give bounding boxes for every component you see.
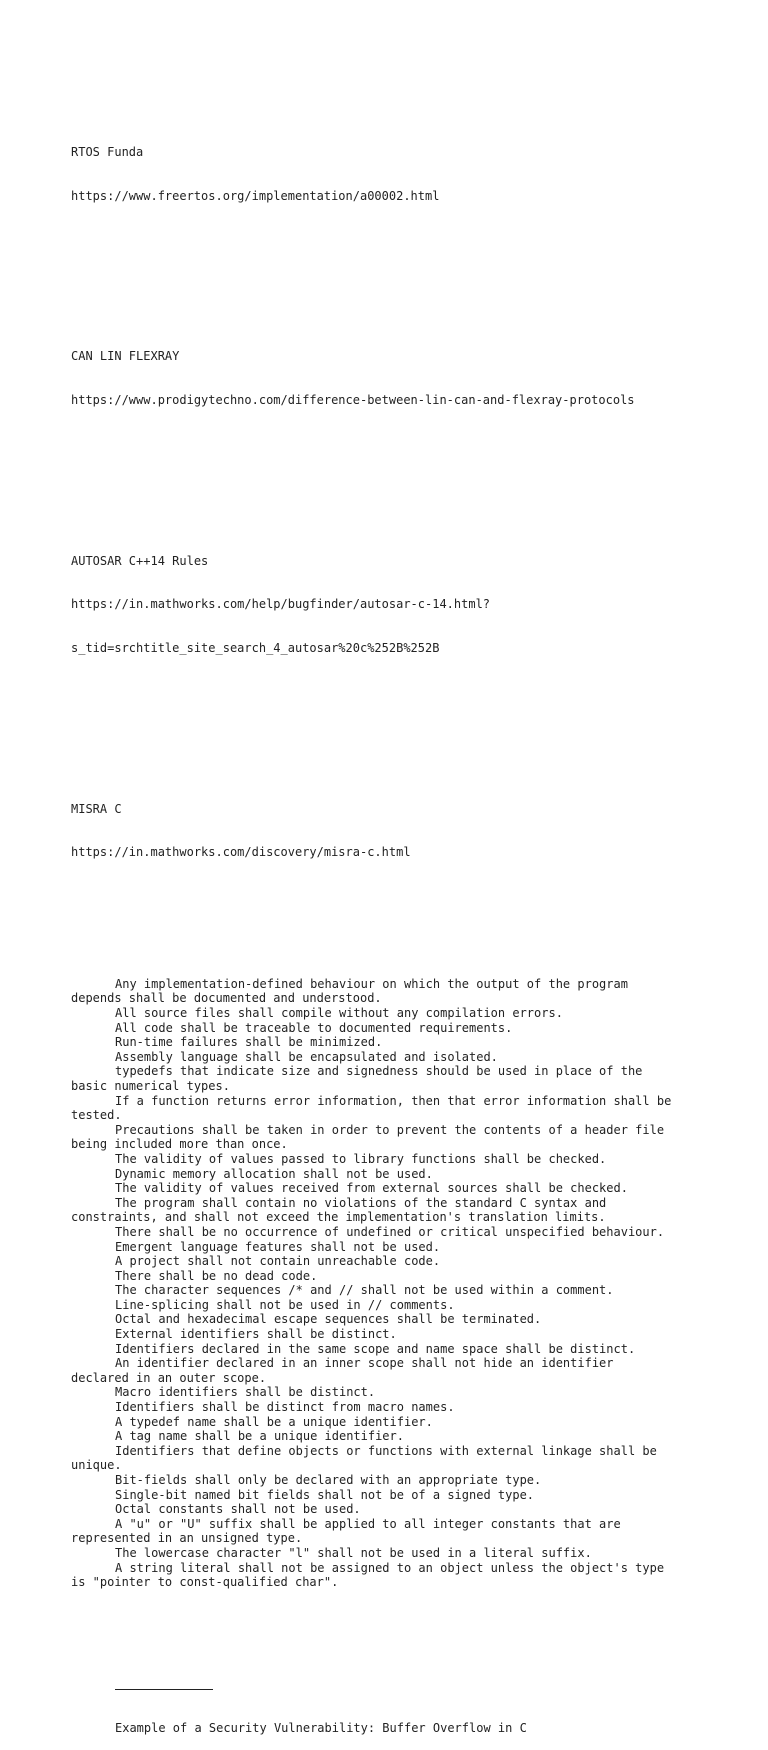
rule-text: The character sequences /* and // shall not be used within a comment. <box>115 1283 614 1298</box>
section-url[interactable]: https://www.prodigytechno.com/difference-between-lin-can-and-flexray-protocols <box>71 393 635 408</box>
rule-text: The validity of values passed to library functions shall be checked. <box>115 1151 607 1166</box>
rule-text: An identifier declared in an inner scope shall not hide an identifier <box>115 1356 614 1371</box>
rule-item <box>71 1429 711 1444</box>
blank-line <box>71 262 711 277</box>
rule-first-line <box>71 1546 711 1561</box>
rule-continuation: depends shall be documented and understood. <box>71 991 382 1006</box>
rule-first-line <box>71 1327 711 1342</box>
rule-first-line <box>71 1050 711 1065</box>
rule-item <box>71 1050 711 1065</box>
section-url[interactable]: https://in.mathworks.com/help/bugfinder/autosar-c-14.html? <box>71 597 491 612</box>
rule-text: The lowercase character "l" shall not be used in a literal suffix. <box>115 1545 592 1560</box>
rule-text: Run-time failures shall be minimized. <box>115 1035 383 1050</box>
rule-first-line <box>71 1152 711 1167</box>
rule-text: The program shall contain no violations of the standard C syntax and <box>115 1195 607 1210</box>
rule-item <box>71 1167 711 1182</box>
rule-text: A "u" or "U" suffix shall be applied to all integer constants that are <box>115 1516 621 1531</box>
blank-line <box>71 714 711 729</box>
link-section-misra-c <box>71 773 711 890</box>
rule-text: Single-bit named bit fields shall not be of a signed type. <box>115 1487 535 1502</box>
rule-item <box>71 1415 711 1430</box>
rule-text: A tag name shall be a unique identifier. <box>115 1429 404 1444</box>
rule-item <box>71 1517 711 1546</box>
rule-first-line <box>71 1167 711 1182</box>
rule-continuation: basic numerical types. <box>71 1078 230 1093</box>
rule-continuation: constraints, and shall not exceed the implementation's translation limits. <box>71 1210 606 1225</box>
rule-item <box>71 1254 711 1269</box>
rule-text: A typedef name shall be a unique identifier. <box>115 1414 433 1429</box>
footnote-text: Example of a Security Vulnerability: Buffer Overflow in C <box>115 1720 527 1735</box>
rule-item <box>71 1006 711 1021</box>
rule-item <box>71 1327 711 1342</box>
rule-first-line <box>71 1473 711 1488</box>
rule-item <box>71 1473 711 1488</box>
rule-first-line <box>71 1400 711 1415</box>
footnote-separator <box>115 1689 213 1690</box>
rule-item <box>71 1356 711 1385</box>
rule-text: The validity of values received from external sources shall be checked. <box>115 1181 628 1196</box>
rule-first-line <box>71 1385 711 1400</box>
rule-first-line <box>71 1225 711 1240</box>
section-title: MISRA C <box>71 801 122 816</box>
rule-text: All code shall be traceable to documented requirements. <box>115 1020 513 1035</box>
rule-item <box>71 1035 711 1050</box>
rule-item <box>71 1298 711 1313</box>
rule-item <box>71 1196 711 1225</box>
rule-first-line <box>71 1502 711 1517</box>
link-section-rtos <box>71 116 711 233</box>
rule-first-line <box>71 977 711 992</box>
rule-first-line <box>71 1196 711 1211</box>
rule-first-line <box>71 1123 711 1138</box>
blank-line <box>71 918 711 933</box>
rule-text: Identifiers declared in the same scope and name space shall be distinct. <box>115 1341 636 1356</box>
rule-item <box>71 1240 711 1255</box>
rule-text: typedefs that indicate size and signedness should be used in place of the <box>115 1064 643 1079</box>
rule-first-line <box>71 1298 711 1313</box>
rule-item <box>71 1561 711 1590</box>
section-title: CAN LIN FLEXRAY <box>71 349 180 364</box>
rule-text: A project shall not contain unreachable code. <box>115 1254 441 1269</box>
rule-first-line <box>71 1517 711 1532</box>
rule-first-line <box>71 1181 711 1196</box>
section-url[interactable]: https://www.freertos.org/implementation/a00002.html <box>71 188 440 203</box>
rule-item <box>71 1385 711 1400</box>
rule-item <box>71 1400 711 1415</box>
rule-first-line <box>71 1240 711 1255</box>
rule-text: External identifiers shall be distinct. <box>115 1327 397 1342</box>
rule-text: Identifiers shall be distinct from macro names. <box>115 1400 455 1415</box>
rule-first-line <box>71 1094 711 1109</box>
rule-text: Macro identifiers shall be distinct. <box>115 1385 376 1400</box>
rule-first-line <box>71 1444 711 1459</box>
footnote <box>71 1721 711 1736</box>
rule-text: A string literal shall not be assigned to an object unless the object's type <box>115 1560 665 1575</box>
rule-first-line <box>71 1561 711 1576</box>
rule-item <box>71 1123 711 1152</box>
rule-first-line <box>71 1312 711 1327</box>
rule-continuation: declared in an outer scope. <box>71 1370 267 1385</box>
rule-text: All source files shall compile without any compilation errors. <box>115 1006 563 1020</box>
rule-continuation: unique. <box>71 1458 122 1473</box>
rule-text: Bit-fields shall only be declared with an appropriate type. <box>115 1473 542 1487</box>
rule-continuation: being included more than once. <box>71 1137 288 1152</box>
rule-first-line <box>71 1342 711 1357</box>
rule-item <box>71 1502 711 1517</box>
rule-item <box>71 1064 711 1093</box>
link-section-can-lin-flexray <box>71 320 711 437</box>
rule-first-line <box>71 1006 711 1021</box>
blank-line <box>71 1634 711 1649</box>
rule-first-line <box>71 1021 711 1036</box>
rule-text: Identifiers that define objects or functions with external linkage shall be <box>115 1443 657 1458</box>
rule-text: Dynamic memory allocation shall not be used. <box>115 1166 433 1181</box>
rule-item <box>71 1269 711 1284</box>
rule-item <box>71 1312 711 1327</box>
rule-first-line <box>71 1064 711 1079</box>
section-url[interactable]: https://in.mathworks.com/discovery/misra-c.html <box>71 845 411 860</box>
rule-item <box>71 1488 711 1503</box>
rule-continuation: is "pointer to const-qualified char". <box>71 1575 339 1590</box>
rule-item <box>71 1342 711 1357</box>
section-title: RTOS Funda <box>71 144 144 159</box>
rule-text: Emergent language features shall not be used. <box>115 1239 441 1254</box>
rule-item <box>71 1546 711 1561</box>
section-url-continued[interactable]: s_tid=srchtitle_site_search_4_autosar%20c%252B%252B <box>71 641 440 656</box>
rule-first-line <box>71 1429 711 1444</box>
rule-text: Octal and hexadecimal escape sequences shall be terminated. <box>115 1312 542 1327</box>
rule-first-line <box>71 1283 711 1298</box>
rule-continuation: represented in an unsigned type. <box>71 1531 303 1546</box>
rule-first-line <box>71 1269 711 1284</box>
rule-item <box>71 1094 711 1123</box>
rule-item <box>71 1225 711 1240</box>
rule-first-line <box>71 1254 711 1269</box>
rule-item <box>71 1283 711 1298</box>
rule-first-line <box>71 1035 711 1050</box>
rule-text: Precautions shall be taken in order to prevent the contents of a header file <box>115 1122 665 1137</box>
rule-continuation: tested. <box>71 1108 122 1123</box>
section-title: AUTOSAR C++14 Rules <box>71 553 209 568</box>
rule-text: Any implementation-defined behaviour on which the output of the program <box>115 976 628 991</box>
rule-first-line <box>71 1488 711 1503</box>
rule-item <box>71 1021 711 1036</box>
link-section-autosar <box>71 524 711 685</box>
rule-text: Octal constants shall not be used. <box>115 1502 361 1517</box>
rule-text: There shall be no occurrence of undefined or critical unspecified behaviour. <box>115 1224 665 1239</box>
document-page <box>71 72 711 1750</box>
rule-first-line <box>71 1415 711 1430</box>
rule-first-line <box>71 1356 711 1371</box>
rule-text: If a function returns error information, then that error information shall be <box>115 1093 672 1108</box>
rule-item <box>71 977 711 1006</box>
rule-item <box>71 1444 711 1473</box>
rule-text: Line-splicing shall not be used in // comments. <box>115 1297 455 1312</box>
misra-rules-list <box>71 977 711 1590</box>
rule-text: Assembly language shall be encapsulated and isolated. <box>115 1049 498 1064</box>
blank-line <box>71 466 711 481</box>
rule-item <box>71 1181 711 1196</box>
rule-item <box>71 1152 711 1167</box>
rule-text: There shall be no dead code. <box>115 1268 318 1283</box>
